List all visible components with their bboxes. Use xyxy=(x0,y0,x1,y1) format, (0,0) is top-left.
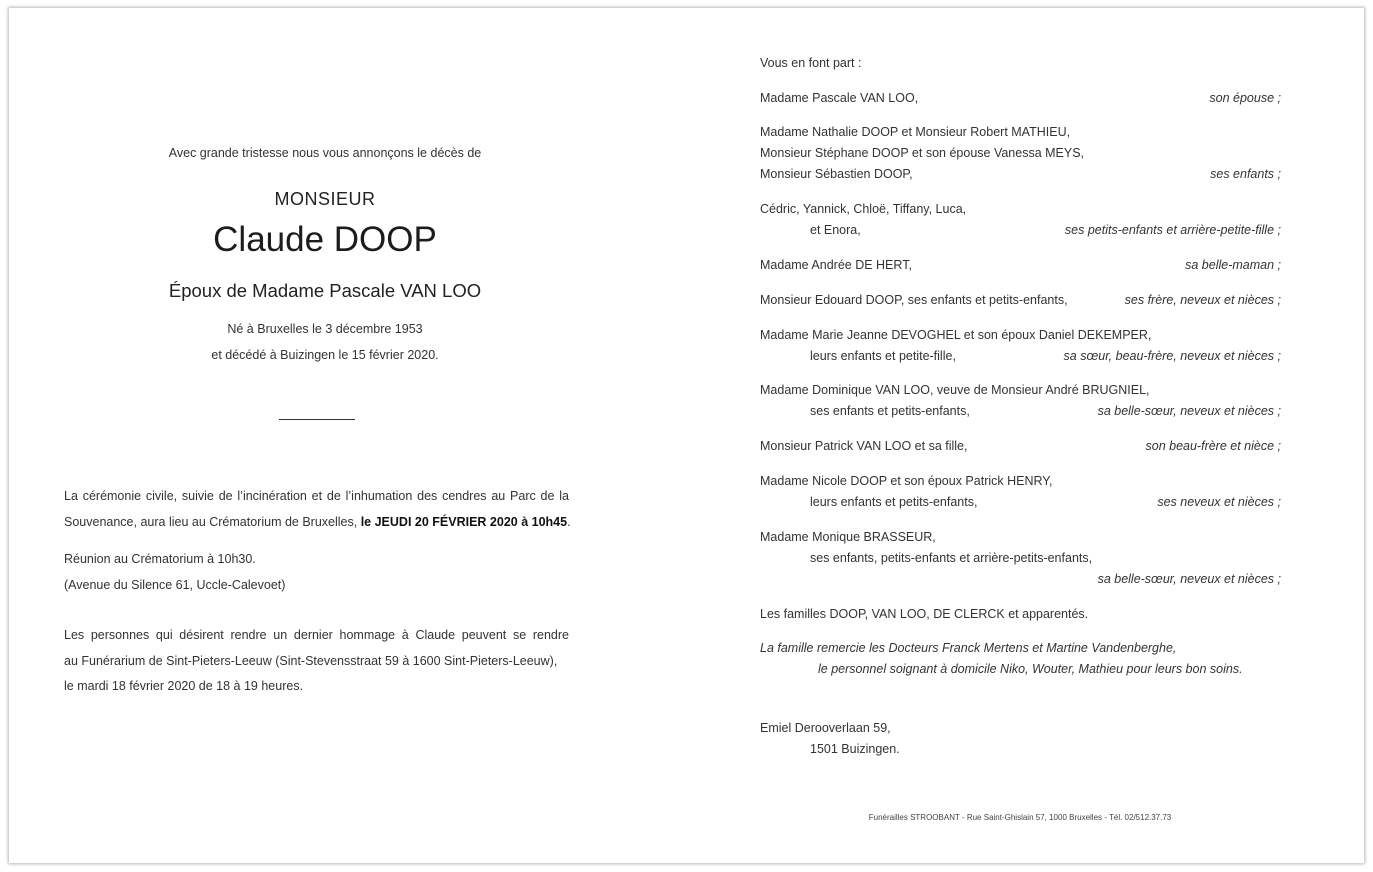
relation-text: ses frère, neveux et nièces ; xyxy=(1124,293,1281,307)
family-line: Monsieur Edouard DOOP, ses enfants et petits-enfants, xyxy=(760,293,1068,307)
family-line: Madame Monique BRASSEUR, xyxy=(760,530,936,544)
birth-line: Né à Bruxelles le 3 décembre 1953 xyxy=(227,322,423,336)
family-line: Madame Pascale VAN LOO, xyxy=(760,91,919,105)
family-line: Madame Nicole DOOP et son époux Patrick HENRY, xyxy=(760,474,1053,488)
family-line: leurs enfants et petits-enfants, xyxy=(810,495,978,509)
thanks-line-2: le personnel soignant à domicile Niko, Wouter, Mathieu pour leurs bon soins. xyxy=(818,662,1243,676)
relation-text: sa belle-sœur, neveux et nièces ; xyxy=(1097,404,1281,418)
family-line: Monsieur Stéphane DOOP et son épouse Vanessa MEYS, xyxy=(760,146,1085,160)
ceremony-line-1: La cérémonie civile, suivie de l’incinération et de l’inhumation des cendres au Parc de la xyxy=(64,489,569,503)
deceased-title: MONSIEUR xyxy=(274,189,376,209)
family-line: Monsieur Patrick VAN LOO et sa fille, xyxy=(760,439,968,453)
relation-text: ses petits-enfants et arrière-petite-fille ; xyxy=(1064,223,1281,237)
meeting-line-1: Réunion au Crématorium à 10h30. xyxy=(64,552,256,566)
relation-text: sa belle-maman ; xyxy=(1185,258,1281,272)
death-line: et décédé à Buizingen le 15 février 2020. xyxy=(211,348,439,362)
ceremony-line-2-end: . xyxy=(567,515,571,529)
meeting-line-2: (Avenue du Silence 61, Uccle-Calevoet) xyxy=(64,578,286,592)
divider-line xyxy=(279,419,355,420)
family-line: et Enora, xyxy=(810,223,861,237)
tribute-line-1: Les personnes qui désirent rendre un dernier hommage à Claude peuvent se rendre xyxy=(64,628,569,642)
relation-text: ses enfants ; xyxy=(1210,167,1281,181)
ceremony-date: le JEUDI 20 FÉVRIER 2020 à 10h45 xyxy=(360,515,568,529)
family-line: Madame Dominique VAN LOO, veuve de Monsieur André BRUGNIEL, xyxy=(760,383,1150,397)
spouse-line: Époux de Madame Pascale VAN LOO xyxy=(168,280,482,301)
intro-text: Vous en font part : xyxy=(760,56,862,70)
relation-text: sa sœur, beau-frère, neveux et nièces ; xyxy=(1063,349,1281,363)
relation-text: son épouse ; xyxy=(1209,91,1281,105)
announcement-text: Avec grande tristesse nous vous annonçons le décès de xyxy=(168,146,482,160)
address-city: 1501 Buizingen. xyxy=(810,742,900,756)
thanks-line-1: La famille remercie les Docteurs Franck Mertens et Martine Vandenberghe, xyxy=(760,641,1177,655)
family-line: Madame Marie Jeanne DEVOGHEL et son époux Daniel DEKEMPER, xyxy=(760,328,1152,342)
address-street: Emiel Derooverlaan 59, xyxy=(760,721,891,735)
ceremony-line-2-start: Souvenance, aura lieu au Crématorium de Bruxelles, xyxy=(64,515,358,529)
relation-text: sa belle-sœur, neveux et nièces ; xyxy=(1097,572,1281,586)
family-line: Monsieur Sébastien DOOP, xyxy=(760,167,913,181)
tribute-line-3: le mardi 18 février 2020 de 18 à 19 heures. xyxy=(64,679,304,693)
tribute-line-2: au Funérarium de Sint-Pieters-Leeuw (Sint-Stevensstraat 59 à 1600 Sint-Pieters-Leeuw), xyxy=(64,654,558,668)
family-line: ses enfants et petits-enfants, xyxy=(810,404,970,418)
ceremony-line-2 xyxy=(64,515,571,529)
family-line: Les familles DOOP, VAN LOO, DE CLERCK et apparentés. xyxy=(760,607,1089,621)
family-line: Madame Andrée DE HERT, xyxy=(760,258,912,272)
relation-text: son beau-frère et nièce ; xyxy=(1145,439,1281,453)
family-line: Cédric, Yannick, Chloë, Tiffany, Luca, xyxy=(760,202,967,216)
family-line: ses enfants, petits-enfants et arrière-petits-enfants, xyxy=(810,551,1093,565)
deceased-name: Claude DOOP xyxy=(213,220,437,259)
family-line: leurs enfants et petite-fille, xyxy=(810,349,956,363)
family-line: Madame Nathalie DOOP et Monsieur Robert MATHIEU, xyxy=(760,125,1071,139)
funeral-home-footer: Funérailles STROOBANT - Rue Saint-Ghislain 57, 1000 Bruxelles - Tél. 02/512.37.73 xyxy=(868,813,1172,822)
relation-text: ses neveux et nièces ; xyxy=(1157,495,1281,509)
funeral-notice-sheet xyxy=(9,8,1364,863)
